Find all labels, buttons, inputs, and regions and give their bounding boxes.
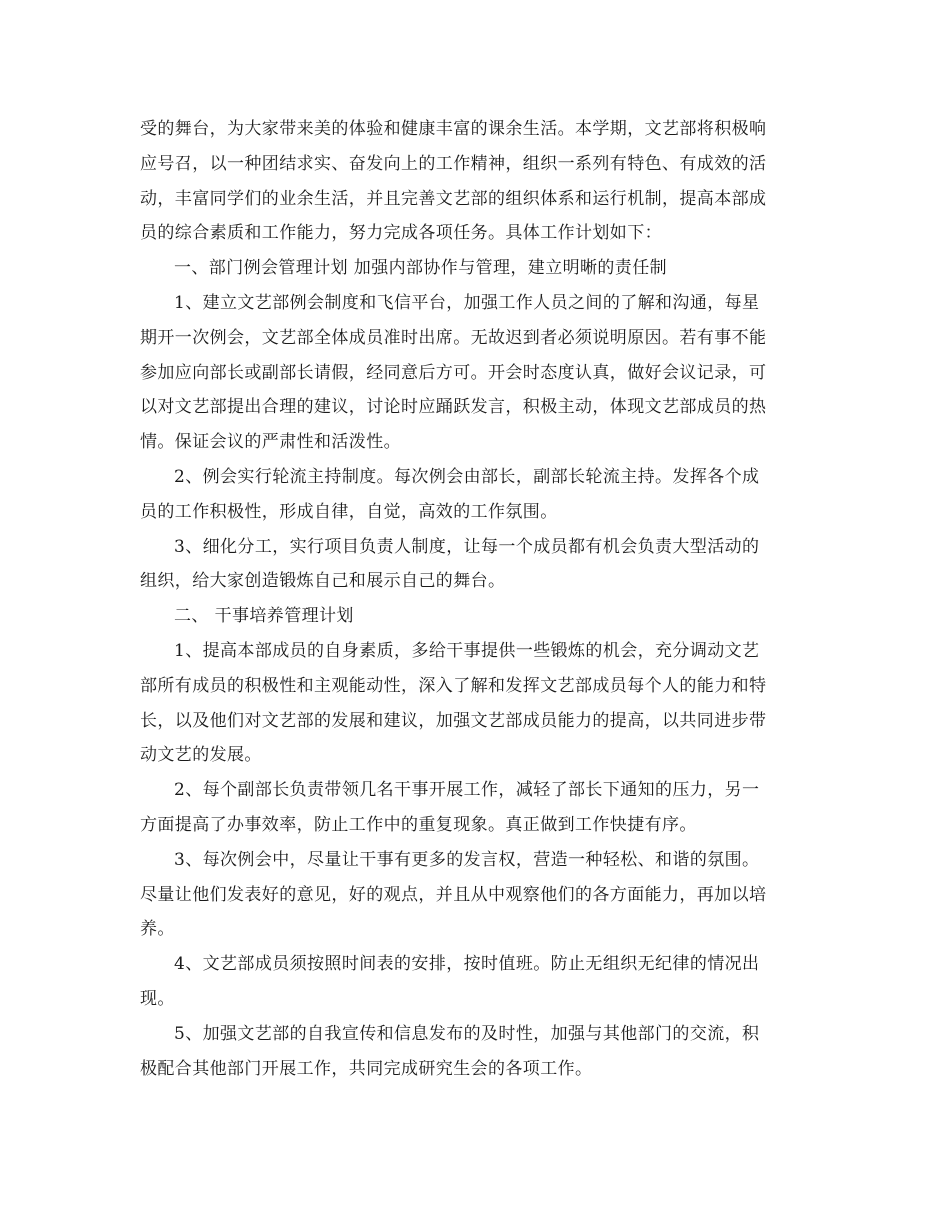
text-line: 员的工作积极性，形成自律，自觉，高效的工作氛围。 — [140, 501, 558, 522]
text-line: 二、 干事培养管理计划 — [174, 606, 354, 627]
text-line: 极配合其他部门开展工作，共同完成研究生会的各项工作。 — [140, 1058, 593, 1079]
text-line: 2、每个副部长负责带领几名干事开展工作，减轻了部长下通知的压力，另一 — [174, 780, 760, 801]
text-line: 养。 — [140, 919, 175, 940]
document-body — [140, 112, 816, 1086]
text-line: 应号召，以一种团结求实、奋发向上的工作精神，组织一系列有特色、有成效的活 — [140, 153, 767, 174]
text-line: 3、细化分工，实行项目负责人制度，让每一个成员都有机会负责大型活动的 — [174, 536, 760, 557]
text-line: 尽量让他们发表好的意见，好的观点，并且从中观察他们的各方面能力，再加以培 — [140, 884, 767, 905]
text-line: 受的舞台，为大家带来美的体验和健康丰富的课余生活。本学期，文艺部将积极响 — [140, 119, 767, 139]
text-line: 以对文艺部提出合理的建议，讨论时应踊跃发言，积极主动，体现文艺部成员的热 — [140, 397, 767, 418]
text-line: 参加应向部长或副部长请假，经同意后方可。开会时态度认真，做好会议记录，可 — [140, 362, 767, 383]
text-line: 2、例会实行轮流主持制度。每次例会由部长，副部长轮流主持。发挥各个成 — [174, 466, 760, 487]
text-line: 3、每次例会中，尽量让干事有更多的发言权，营造一种轻松、和谐的氛围。 — [174, 849, 760, 870]
text-line: 期开一次例会，文艺部全体成员准时出席。无故迟到者必须说明原因。若有事不能 — [140, 327, 767, 348]
text-line: 动，丰富同学们的业余生活，并且完善文艺部的组织体系和运行机制，提高本部成 — [140, 188, 767, 209]
text-line: 现。 — [140, 988, 175, 1009]
text-line: 部所有成员的积极性和主观能动性，深入了解和发挥文艺部成员每个人的能力和特 — [140, 675, 767, 696]
text-line: 1、提高本部成员的自身素质，多给干事提供一些锻炼的机会，充分调动文艺 — [174, 640, 760, 661]
text-line: 1、建立文艺部例会制度和飞信平台，加强工作人员之间的了解和沟通，每星 — [174, 292, 760, 313]
text-line: 5、加强文艺部的自我宣传和信息发布的及时性，加强与其他部门的交流，积 — [174, 1023, 760, 1044]
text-line: 员的综合素质和工作能力，努力完成各项任务。具体工作计划如下： — [140, 223, 662, 244]
text-line: 4、文艺部成员须按照时间表的安排，按时值班。防止无组织无纪律的情况出 — [174, 954, 760, 975]
text-line: 情。保证会议的严肃性和活泼性。 — [140, 432, 401, 453]
text-line: 方面提高了办事效率，防止工作中的重复现象。真正做到工作快捷有序。 — [140, 814, 697, 835]
text-line: 长，以及他们对文艺部的发展和建议，加强文艺部成员能力的提高，以共同进步带 — [140, 710, 767, 731]
text-line: 组织，给大家创造锻炼自己和展示自己的舞台。 — [140, 571, 506, 592]
text-line: 一、部门例会管理计划 加强内部协作与管理，建立明晰的责任制 — [174, 258, 668, 279]
text-line: 动文艺的发展。 — [140, 745, 262, 766]
